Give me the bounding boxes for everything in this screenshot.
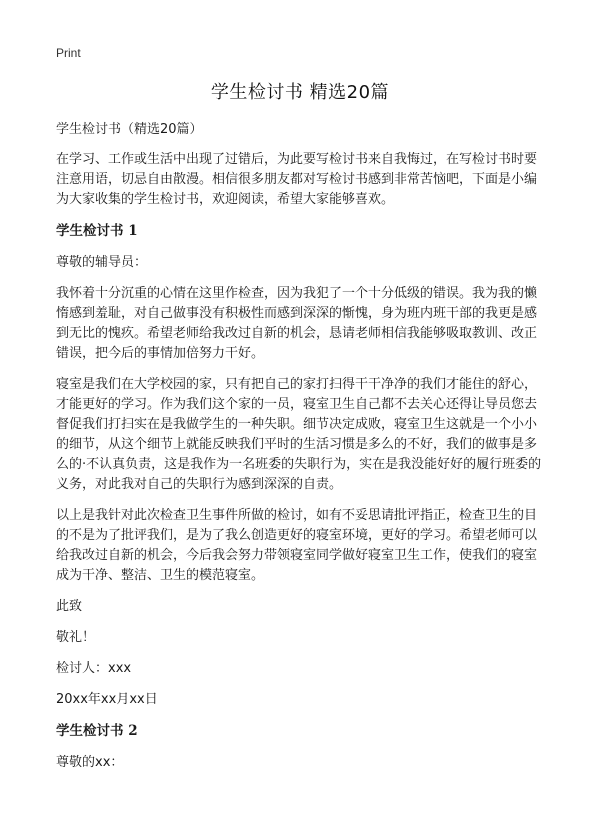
section-paragraph: 寝室是我们在大学校园的家，只有把自己的家打扫得干干净净的我们才能住的舒心，才能更好的学习。作为我们这个家的一员，寝室卫生自己都不去关心还得让导员您去督促我们打扫实在是我做学生的一种失职。细节决定成败，寝室卫生这就是一个小小的细节，从这个细节上就能反映我们平时的生活习惯是多么的不好，我们的做事是多么的·不认真负责，这是我作为一名班委的失职行为，实在是我没能好好的履行班委的义务，对此我对自己的失职行为感到深深的自责。 xyxy=(56,377,542,492)
signature-line: 检讨人：xxx xyxy=(56,661,132,676)
section-greeting-1: 尊敬的辅导员： xyxy=(56,255,148,270)
document-body xyxy=(56,120,546,784)
section-greeting-2: 尊敬的xx： xyxy=(56,755,124,770)
closing-line: 敬礼！ xyxy=(56,630,96,645)
page-title: 学生检讨书 精选20篇 xyxy=(210,82,390,103)
print-link[interactable]: Print xyxy=(56,46,81,60)
section-paragraph: 我怀着十分沉重的心情在这里作检查，因为我犯了一个十分低级的错误。我为我的懒惰感到羞耻，对自己做事没有积极性而感到深深的惭愧，身为班内班干部的我更是感到无比的愧疚。希望老师给我改过自新的机会，恳请老师相信我能够吸取教训、改正错误，把今后的事情加倍努力干好。 xyxy=(56,286,538,361)
section-paragraph: 以上是我针对此次检查卫生事件所做的检讨，如有不妥思请批评指正，检查卫生的目的不是为了批评我们，是为了我么创造更好的寝室环境，更好的学习。希望老师可以给我改过自新的机会，今后我会努力带领寝室同学做好寝室卫生工作，使我们的寝室成为干净、整洁、卫生的模范寝室。 xyxy=(56,508,538,583)
intro-paragraph: 在学习、工作或生活中出现了过错后，为此要写检讨书来自我悔过，在写检讨书时要注意用语，切忌自由散漫。相信很多朋友都对写检讨书感到非常苦恼吧，下面是小编为大家收集的学生检讨书，欢迎阅读，希望大家能够喜欢。 xyxy=(56,152,538,207)
date-line: 20xx年xx月xx日 xyxy=(56,692,158,707)
section-heading-2: 学生检讨书 2 xyxy=(56,723,138,739)
closing-line: 此致 xyxy=(56,599,83,614)
section-heading-1: 学生检讨书 1 xyxy=(56,223,138,239)
intro-subtitle: 学生检讨书（精选20篇） xyxy=(56,122,203,137)
